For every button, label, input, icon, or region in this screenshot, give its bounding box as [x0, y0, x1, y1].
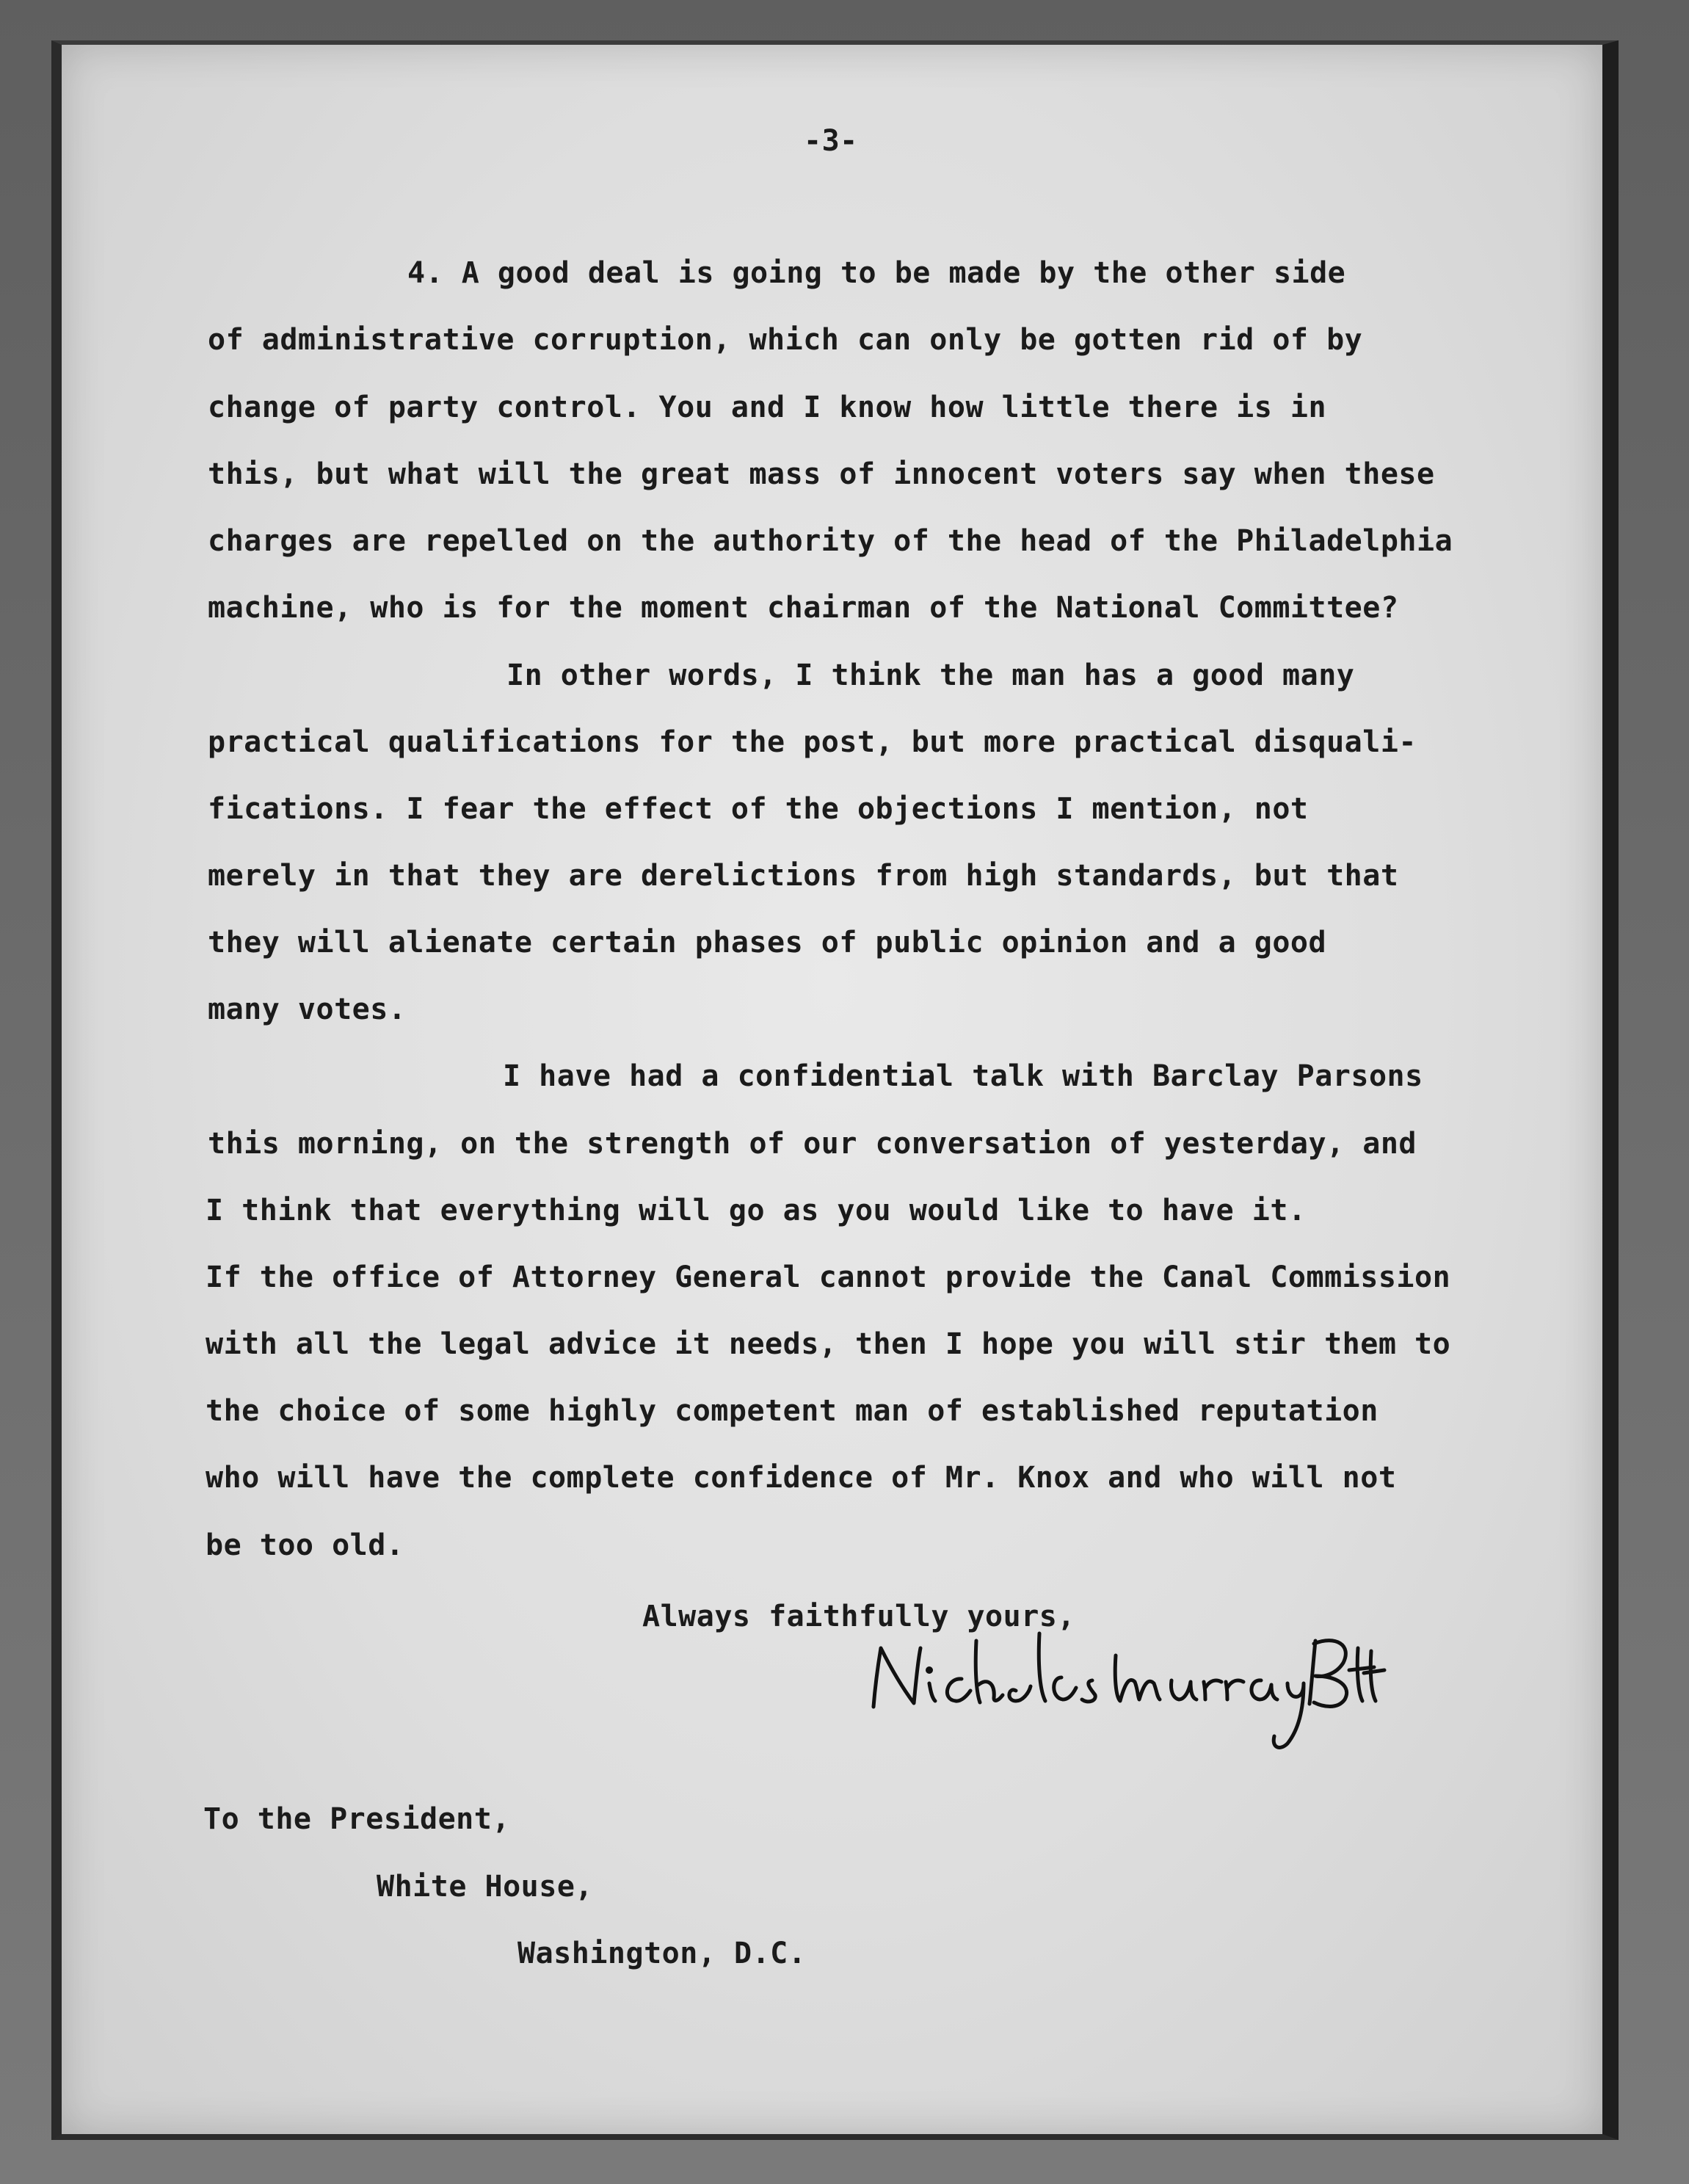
summary-paragraph-line: practical qualifications for the post, but more practical disquali- — [208, 725, 1417, 759]
parsons-paragraph-line: the choice of some highly competent man of established reputation — [206, 1394, 1379, 1428]
summary-paragraph-line: fications. I fear the effect of the objections I mention, not — [208, 792, 1309, 826]
closing: Always faithfully yours, — [642, 1600, 1075, 1633]
paragraph-4-line: charges are repelled on the authority of the head of the Philadelphia — [208, 524, 1453, 558]
address-line: White House, — [377, 1870, 593, 1904]
paragraph-4-line: this, but what will the great mass of innocent voters say when these — [208, 457, 1435, 491]
parsons-paragraph-line: I have had a confidential talk with Barclay Parsons — [503, 1059, 1423, 1093]
paragraph-4-line: machine, who is for the moment chairman of the National Committee? — [208, 591, 1399, 625]
parsons-paragraph-line: who will have the complete confidence of Mr. Knox and who will not — [206, 1461, 1397, 1495]
parsons-paragraph-line: with all the legal advice it needs, then I hope you will stir them to — [206, 1327, 1451, 1361]
summary-paragraph-line: many votes. — [208, 993, 407, 1026]
paragraph-4-line: change of party control. You and I know how little there is in — [208, 391, 1327, 424]
summary-paragraph-line: merely in that they are derelictions from high standards, but that — [208, 859, 1399, 893]
parsons-paragraph-line: be too old. — [206, 1528, 404, 1562]
parsons-paragraph-line: this morning, on the strength of our conversation of yesterday, and — [208, 1127, 1417, 1161]
address-line: To the President, — [203, 1802, 510, 1836]
paragraph-4-line: of administrative corruption, which can only be gotten rid of by — [208, 323, 1363, 357]
page-number: -3- — [804, 124, 858, 158]
address-line: Washington, D.C. — [517, 1937, 807, 1970]
signature — [859, 1619, 1387, 1758]
paragraph-4-line: 4. A good deal is going to be made by the other side — [407, 256, 1346, 290]
summary-paragraph-line: In other words, I think the man has a good many — [506, 659, 1355, 692]
parsons-paragraph-line: If the office of Attorney General cannot provide the Canal Commission — [206, 1260, 1451, 1294]
summary-paragraph-line: they will alienate certain phases of public opinion and a good — [208, 926, 1327, 959]
parsons-paragraph-line: I think that everything will go as you would like to have it. — [206, 1194, 1307, 1227]
